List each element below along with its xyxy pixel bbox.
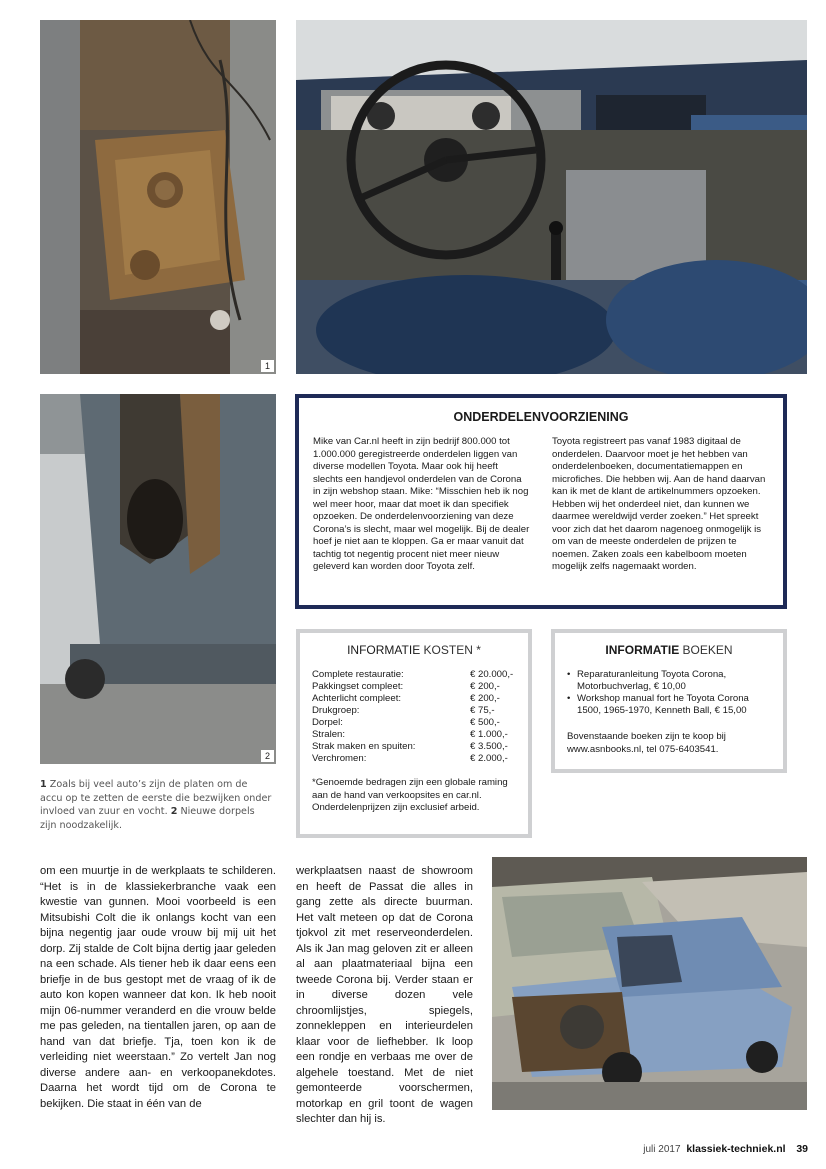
dashboard-image — [296, 20, 807, 374]
photo-caption — [40, 778, 272, 832]
parts-availability-box — [295, 394, 787, 609]
corona-workshop-image — [492, 857, 807, 1110]
article-column-1: om een muurtje in de werkplaats te schilderen. “Het is in de klassiekerbranche vaak een kwestie van gunnen. Mooi voorbeeld is een Mitsubishi Colt die ik onlangs kocht van een bijna negentig jaar oude vrouw bij mij uit het dorp. Zij stalde de Colt bijna dertig jaar geleden na een schade. Als tiener heb ik daar eens een briefje in de bus gestopt met de vraag of ik de auto kon kopen wanneer dat kon. Ik heb nooit mijn 06-nummer veranderd en die vrouw belde me pas geleden, na tientallen jaren, op aan de hand van dat briefje. Tja, toen kon ik de verleiding niet weerstaan.” Zo vertelt Jan nog diverse andere aan- en verkoopanekdotes. Daarna het wordt tijd om de Corona te bekijken. Die staat in één van de — [40, 865, 276, 1110]
costs-info-box — [296, 629, 532, 838]
cost-row — [312, 669, 516, 681]
cost-row — [312, 729, 516, 741]
parts-box-column-1: Mike van Car.nl heeft in zijn bedrijf 800.000 tot 1.000.000 geregistreerde onderdelen liggen van diverse modellen Toyota. Maar ook hij heeft slechts een handjevol onderdelen van de Corona in zijn webshop staan. Mike: “Misschien heb ik nog wel meer hoor, maar dat moet ik dan specifiek opzoeken. De onderdelenvoorziening van deze Corona’s is slecht, maar wel mogelijk. Bij de dealer hoef je niet aan te kloppen. Ga er maar vanuit dat tachtig tot negentig procent niet meer nieuw geleverd kan worden door Toyota zelf. — [313, 436, 530, 572]
book-item — [567, 669, 771, 693]
cost-row — [312, 717, 516, 729]
photo-corona-workshop — [492, 857, 807, 1110]
caption-number-2: 2 — [170, 806, 178, 817]
cost-label: Dorpel: — [312, 717, 343, 728]
page-footer — [643, 1143, 808, 1155]
parts-box-column-2: Toyota registreert pas vanaf 1983 digitaal de onderdelen. Daarvoor moet je het hebben van onderdelenboeken, documentatiemappen en microfiches. Die hebben wij. Aan de hand daarvan kan ik met de klant de artikelnummers opzoeken. Hebben wij het onderdeel niet, dan kunnen we daarmee wereldwijd verder zoeken.” Het spreekt voor zich dat het daarom nagenoeg onmogelijk is om van de meeste onderdelen de prijzen te noemen. Zaken zoals een kabelboom moeten mogelijk zelfs nagemaakt worden. — [552, 436, 766, 572]
costs-box-title — [312, 643, 516, 657]
books-box-title — [567, 643, 771, 657]
cost-label: Drukgroep: — [312, 705, 360, 716]
sill-image — [40, 394, 276, 764]
cost-value: € 20.000,- — [470, 669, 514, 680]
cost-row — [312, 753, 516, 765]
cost-value: € 1.000,- — [470, 729, 508, 740]
parts-box-title: ONDERDELENVOORZIENING — [453, 410, 629, 424]
photo-number: 1 — [261, 360, 274, 372]
costs-title-light: KOSTEN * — [423, 643, 481, 657]
bullet: • — [567, 693, 571, 704]
book-item — [567, 693, 771, 717]
cost-label: Pakkingset compleet: — [312, 681, 404, 692]
cost-row — [312, 693, 516, 705]
cost-value: € 2.000,- — [470, 753, 508, 764]
cost-value: € 200,- — [470, 681, 500, 692]
books-title-bold: INFORMATIE — [605, 643, 680, 657]
photo-battery-tray — [40, 20, 276, 374]
costs-table — [312, 669, 516, 765]
photo-number: 2 — [261, 750, 274, 762]
caption-text-2: Nieuwe dorpels zijn noodzakelijk. — [40, 806, 255, 831]
cost-value: € 200,- — [470, 693, 500, 704]
book-item-text: Reparaturanleitung Toyota Corona, Motorbuchverlag, € 10,00 — [577, 669, 727, 692]
cost-row — [312, 681, 516, 693]
cost-row — [312, 705, 516, 717]
bullet: • — [567, 669, 571, 680]
footer-date: juli 2017 — [643, 1144, 681, 1155]
caption-number-1: 1 — [40, 779, 47, 790]
battery-tray-image — [40, 20, 276, 374]
cost-value: € 75,- — [470, 705, 495, 716]
page-number: 39 — [796, 1143, 808, 1155]
footer-site: klassiek-techniek.nl — [686, 1143, 786, 1155]
books-title-light: BOEKEN — [682, 643, 733, 657]
costs-title-bold: INFORMATIE — [347, 643, 421, 657]
cost-label: Complete restauratie: — [312, 669, 404, 680]
cost-label: Achterlicht compleet: — [312, 693, 402, 704]
books-info-box — [551, 629, 787, 773]
photo-dashboard — [296, 20, 807, 374]
cost-row — [312, 741, 516, 753]
cost-label: Verchromen: — [312, 753, 367, 764]
cost-label: Strak maken en spuiten: — [312, 741, 416, 752]
cost-value: € 500,- — [470, 717, 500, 728]
books-list — [567, 669, 771, 717]
book-item-text: Workshop manual fort he Toyota Corona 1500, 1965-1970, Kenneth Ball, € 15,00 — [577, 693, 749, 716]
cost-label: Stralen: — [312, 729, 346, 740]
books-note: Bovenstaande boeken zijn te koop bij www.asnbooks.nl, tel 075-6403541. — [567, 731, 726, 755]
costs-footnote: *Genoemde bedragen zijn een globale raming aan de hand van verkoopsites en car.nl. Onderdelenprijzen zijn exclusief arbeid. — [312, 777, 508, 813]
cost-value: € 3.500,- — [470, 741, 508, 752]
caption-text-1: Zoals bij veel auto’s zijn de platen om de accu op te zetten de eerste die bezwijken onder invloed van zuur en vocht. — [40, 779, 272, 817]
photo-sill — [40, 394, 276, 764]
article-column-2: werkplaatsen naast de showroom en heeft de Passat die alles in gang zette als directe buurman. Het valt meteen op dat de Corona tjokvol zit met reserveonderdelen. Als ik Jan mag geloven zit er alleen al aan plaatmateriaal bijna een tweede Corona bij. Verder staan er in diverse dozen vele chroomlijstjes, spiegels, zonnekleppen en interieurdelen klaar voor de liefhebber. Ik loop een rondje en verbaas me over de algehele toestand. Met de niet gemonteerde voorschermen, motorkap en gril toont de wagen slechter dan hij is. — [296, 865, 473, 1125]
